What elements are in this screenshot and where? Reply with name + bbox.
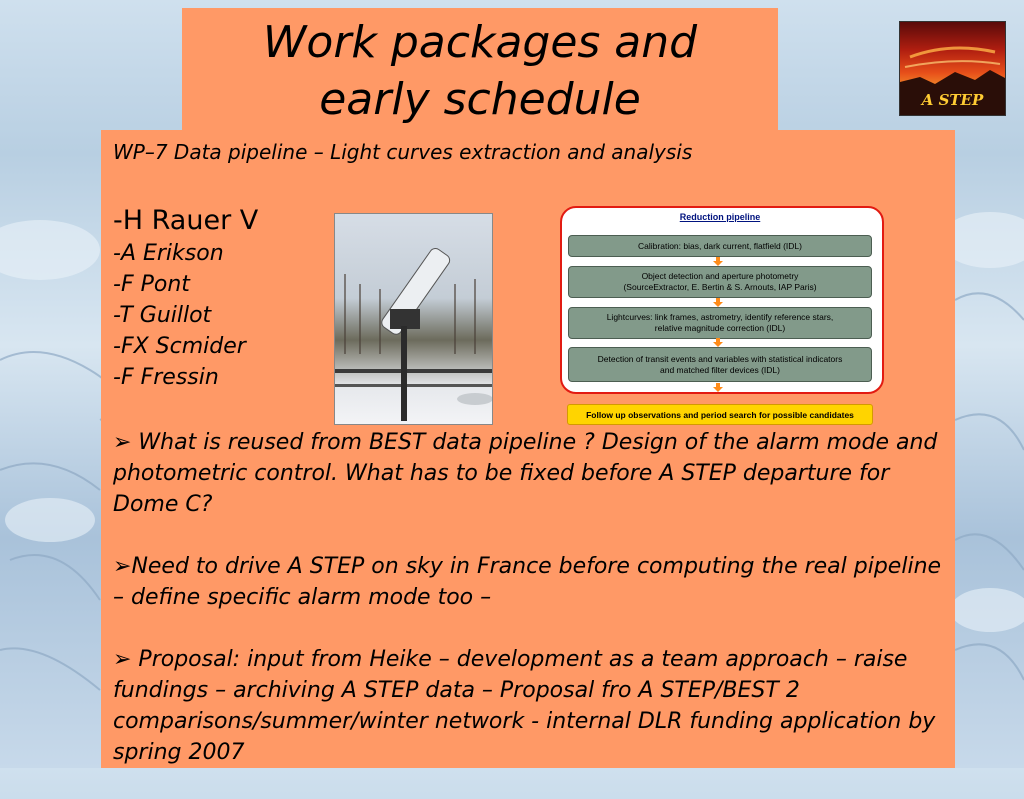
down-arrow-icon bbox=[713, 338, 723, 346]
slide-title: Work packages and early schedule bbox=[262, 17, 698, 125]
pipeline-title: Reduction pipeline bbox=[679, 212, 761, 222]
bullet-item bbox=[113, 427, 943, 520]
person-item: -FX Scmider bbox=[113, 334, 246, 359]
person-item: -A Erikson bbox=[113, 241, 224, 266]
down-arrow-icon bbox=[713, 257, 723, 265]
bullet-list bbox=[113, 427, 943, 799]
pipeline-step: Detection of transit events and variables with statistical indicators and matched filter devices (IDL) bbox=[568, 347, 872, 382]
pipeline-step: Object detection and aperture photometry (SourceExtractor, E. Bertin & S. Arnouts, IAP Paris) bbox=[568, 266, 872, 298]
bullet-text: Proposal: input from Heike – development as a team approach – raise fundings – archiving A STEP data – Proposal fro A STEP/BEST 2 comparisons/summer/winter network - internal DLR funding application by spring 2007 bbox=[113, 647, 936, 765]
telescope-photo bbox=[334, 213, 493, 425]
bullet-text: What is reused from BEST data pipeline ? Design of the alarm mode and photometric control. What has to be fixed before A STEP departure for Dome C? bbox=[113, 430, 938, 517]
wp-heading: WP–7 Data pipeline – Light curves extraction and analysis bbox=[113, 140, 693, 164]
pipeline-step: Calibration: bias, dark current, flatfield (IDL) bbox=[568, 235, 872, 257]
pipeline-step: Lightcurves: link frames, astrometry, identify reference stars, relative magnitude correction (IDL) bbox=[568, 307, 872, 339]
arrow-bullet-icon: ➢ bbox=[113, 430, 132, 455]
down-arrow-icon bbox=[713, 298, 723, 306]
bullet-item bbox=[113, 644, 943, 768]
people-list bbox=[113, 204, 258, 393]
lead-person: -H Rauer V bbox=[113, 205, 259, 236]
down-arrow-icon bbox=[713, 383, 723, 403]
person-item: -F Fressin bbox=[113, 365, 219, 390]
telescope-image bbox=[335, 214, 492, 424]
a-step-logo bbox=[899, 21, 1006, 116]
bullet-item bbox=[113, 551, 943, 613]
pipeline-final-step: Follow up observations and period search for possible candidates bbox=[567, 404, 873, 425]
logo-label: A STEP bbox=[921, 91, 984, 109]
person-item: -F Pont bbox=[113, 272, 190, 297]
arrow-bullet-icon: ➢ bbox=[113, 554, 132, 579]
person-item: -T Guillot bbox=[113, 303, 212, 328]
bullet-text: Need to drive A STEP on sky in France before computing the real pipeline – define specific alarm mode too – bbox=[113, 554, 942, 610]
arrow-bullet-icon: ➢ bbox=[113, 647, 132, 672]
